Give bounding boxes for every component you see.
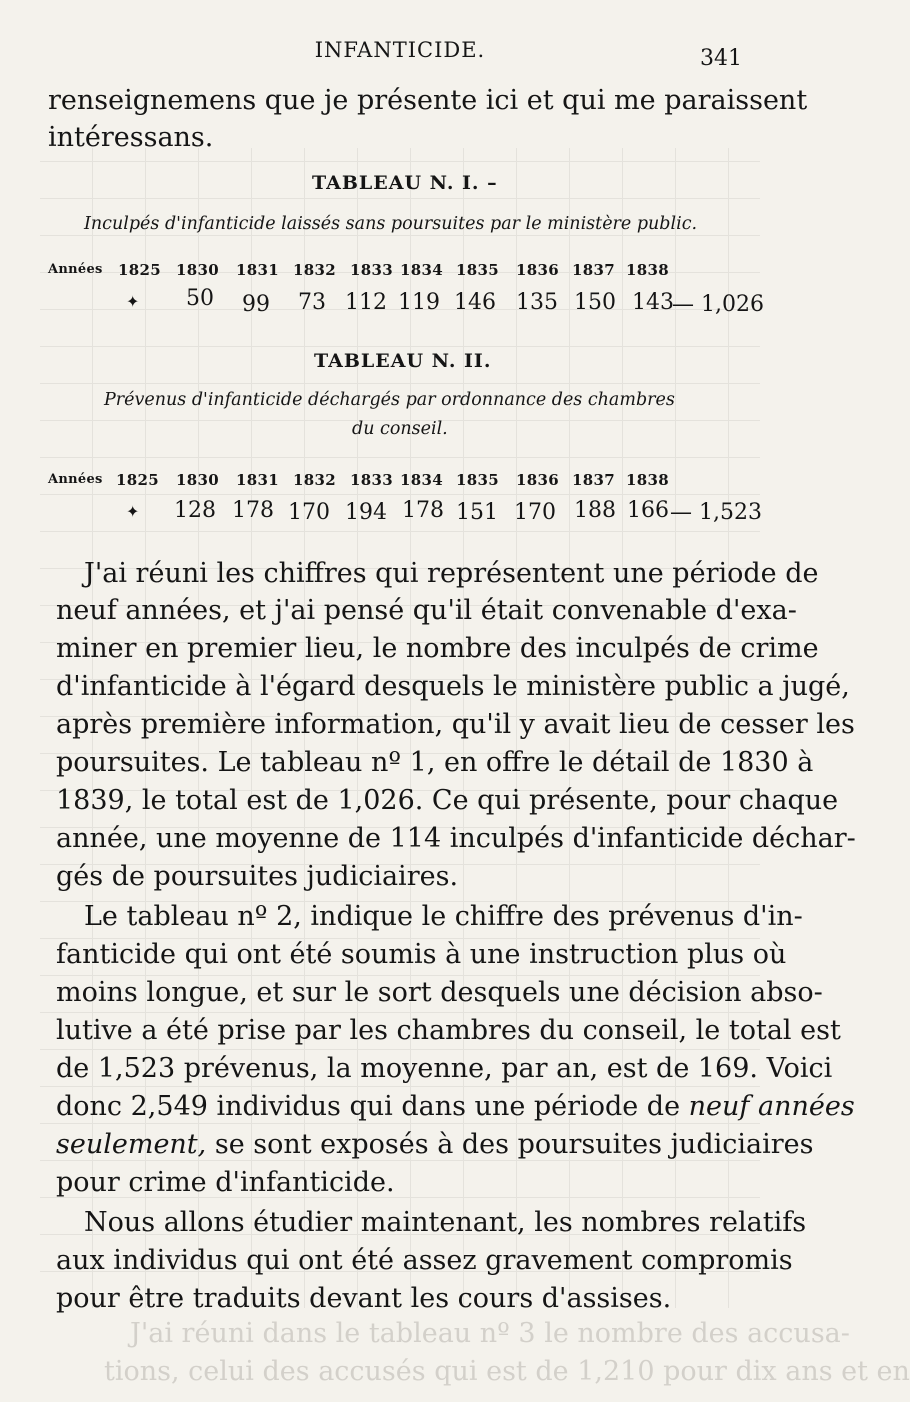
paragraph-2-line: de 1,523 prévenus, la moyenne, par an, est de 169. Voici	[56, 1053, 833, 1084]
paragraph-2-emphasis: seulement,	[56, 1129, 207, 1160]
table1-value: 99	[242, 292, 270, 317]
paragraph-2-line: pour crime d'infanticide.	[56, 1167, 395, 1198]
table1-value: 150	[574, 290, 616, 315]
table1-value: 119	[398, 290, 440, 315]
paragraph-2-text: se sont exposés à des poursuites judiciaires	[206, 1129, 814, 1160]
paragraph-2-line: moins longue, et sur le sort desquels une décision abso-	[56, 977, 823, 1008]
paragraph-1-line: neuf années, et j'ai pensé qu'il était convenable d'exa-	[56, 595, 797, 626]
table1-value: 143	[632, 290, 674, 315]
table2-value: 194	[345, 500, 387, 525]
table2-caption-line-1: Prévenus d'infanticide déchargés par ordonnance des chambres	[104, 390, 675, 410]
paragraph-1-line: 1839, le total est de 1,026. Ce qui présente, pour chaque	[56, 785, 839, 816]
table2-caption-line-2: du conseil.	[352, 419, 448, 439]
table2-total: — 1,523	[670, 500, 762, 525]
table2-year: 1831	[236, 471, 279, 489]
table2-value: 178	[232, 498, 274, 523]
intro-line-2: intéressans.	[48, 122, 214, 153]
intro-line-1: renseignemens que je présente ici et qui me paraissent	[48, 85, 808, 116]
table1-year: 1835	[456, 261, 499, 279]
table2-value: 151	[456, 500, 498, 525]
table2-year: 1837	[572, 471, 615, 489]
paragraph-1-line: J'ai réuni les chiffres qui représentent une période de	[84, 558, 819, 589]
table2-year: 1825	[116, 471, 159, 489]
table1-value: 50	[186, 286, 214, 311]
page-number: 341	[700, 46, 742, 71]
table1-year: 1830	[176, 261, 219, 279]
table2-years-label: Années	[48, 472, 103, 487]
table1-value: 135	[516, 290, 558, 315]
paragraph-1-line: miner en premier lieu, le nombre des inculpés de crime	[56, 633, 819, 664]
table1-value: 112	[345, 290, 387, 315]
table1-total: — 1,026	[672, 292, 764, 317]
table2-year: 1836	[516, 471, 559, 489]
paragraph-2-line: Le tableau nº 2, indique le chiffre des prévenus d'in-	[84, 901, 803, 932]
table1-year: 1836	[516, 261, 559, 279]
running-head: INFANTICIDE.	[314, 38, 486, 62]
table1-value: 146	[454, 290, 496, 315]
table2-value: 128	[174, 498, 216, 523]
table1-years-label: Années	[48, 262, 103, 277]
table2-value: 188	[574, 498, 616, 523]
table2-value: 170	[288, 500, 330, 525]
paragraph-2-line: lutive a été prise par les chambres du conseil, le total est	[56, 1015, 841, 1046]
table1-year: 1831	[236, 261, 279, 279]
paragraph-1-line: poursuites. Le tableau nº 1, en offre le détail de 1830 à	[56, 747, 814, 778]
table1-value: 73	[298, 290, 326, 315]
bleed-through-line: tions, celui des accusés qui est de 1,210 pour dix ans et en	[104, 1356, 910, 1387]
table1-year: 1837	[572, 261, 615, 279]
bleed-through-line: J'ai réuni dans le tableau nº 3 le nombre des accusa-	[130, 1318, 850, 1349]
table1-title: TABLEAU N. I. –	[312, 172, 498, 194]
paragraph-1-line: d'infanticide à l'égard desquels le ministère public a jugé,	[56, 671, 850, 702]
table2-year: 1830	[176, 471, 219, 489]
table2-value: 166	[627, 498, 669, 523]
paragraph-1-line: gés de poursuites judiciaires.	[56, 861, 459, 892]
table2-value: 178	[402, 498, 444, 523]
table2-title: TABLEAU N. II.	[314, 350, 492, 372]
paragraph-1-line: après première information, qu'il y avait lieu de cesser les	[56, 709, 855, 740]
table1-year: 1834	[400, 261, 443, 279]
table2-year: 1832	[293, 471, 336, 489]
table2-year: 1835	[456, 471, 499, 489]
table1-year: 1833	[350, 261, 393, 279]
paragraph-2-line	[56, 1126, 813, 1164]
table2-year: 1834	[400, 471, 443, 489]
table2-value: 170	[514, 500, 556, 525]
table1-caption: Inculpés d'infanticide laissés sans poursuites par le ministère public.	[84, 214, 698, 234]
paragraph-2-line: fanticide qui ont été soumis à une instruction plus où	[56, 939, 787, 970]
table1-year: 1838	[626, 261, 669, 279]
paragraph-2-text: donc 2,549 individus qui dans une période de	[56, 1091, 689, 1122]
table2-marker: ✦	[126, 502, 140, 521]
paragraph-3-line: aux individus qui ont été assez gravement compromis	[56, 1245, 793, 1276]
table1-year: 1832	[293, 261, 336, 279]
table1-marker: ✦	[126, 292, 140, 311]
table2-year: 1833	[350, 471, 393, 489]
paragraph-3-line: Nous allons étudier maintenant, les nombres relatifs	[84, 1207, 807, 1238]
paragraph-2-line	[56, 1088, 855, 1126]
table2-year: 1838	[626, 471, 669, 489]
paragraph-3-line: pour être traduits devant les cours d'assises.	[56, 1283, 672, 1314]
paragraph-2-emphasis: neuf années	[688, 1091, 855, 1122]
table1-year: 1825	[118, 261, 161, 279]
paragraph-1-line: année, une moyenne de 114 inculpés d'infanticide déchar-	[56, 823, 856, 854]
